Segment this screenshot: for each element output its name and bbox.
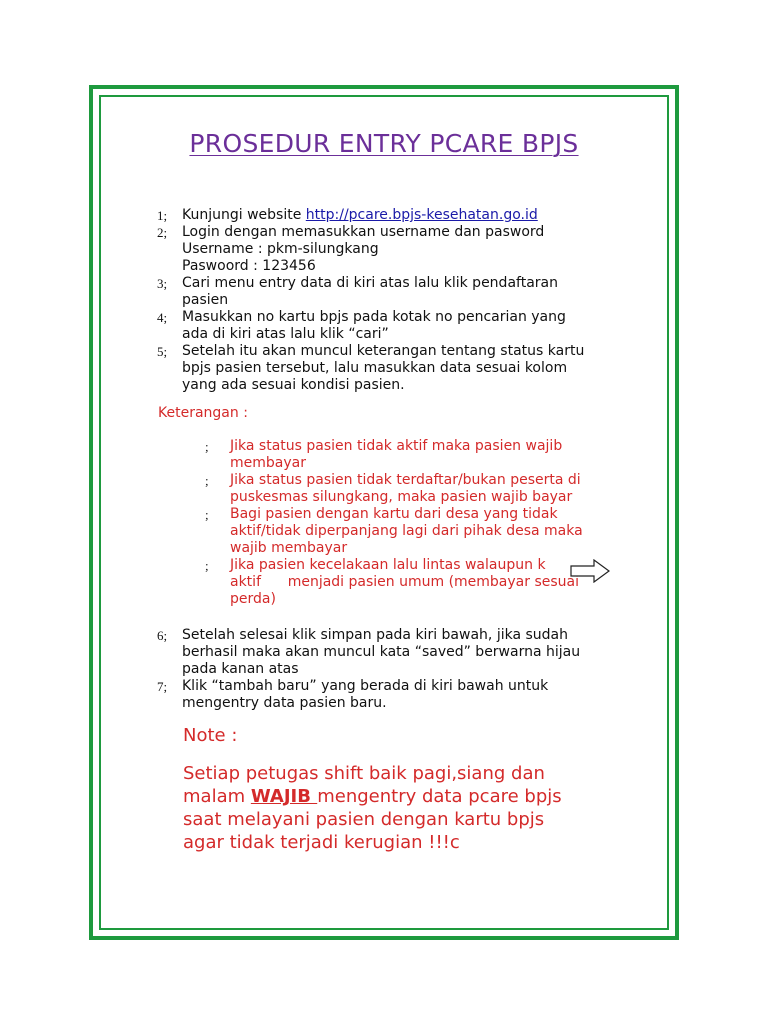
steps-list-top [157,207,627,394]
step-5 [157,343,627,394]
step-text: Masukkan no kartu bpjs pada kotak no pencarian yang ada di kiri atas lalu klik “cari” [182,309,566,342]
step-text: Kunjungi website http://pcare.bpjs-kesehatan.go.id [182,207,538,223]
keterangan-text: Jika pasien kecelakaan lalu lintas walaupun k aktif menjadi pasien umum (membayar sesuai perda) [230,557,580,607]
keterangan-text: Bagi pasien dengan kartu dari desa yang tidak aktif/tidak diperpanjang lagi dari pihak desa maka wajib membayar [230,506,583,556]
pcare-website-link[interactable]: http://pcare.bpjs-kesehatan.go.id [305,207,538,223]
step-number: 4; [157,310,168,325]
page-title: PROSEDUR ENTRY PCARE BPJS [189,129,579,158]
step-6 [157,627,627,678]
step-1 [157,207,627,224]
step-text: Klik “tambah baru” yang berada di kiri bawah untuk mengentry data pasien baru. [182,678,549,711]
step-4 [157,309,627,343]
step-text: Cari menu entry data di kiri atas lalu klik pendaftaran pasien [182,275,558,308]
step-2 [157,224,627,275]
bullet-marker: ; [205,507,209,522]
bullet-marker: ; [205,473,209,488]
bullet-marker: ; [205,439,209,454]
step-text: Setelah selesai klik simpan pada kiri bawah, jika sudah berhasil maka akan muncul kata “saved” berwarna hijau pada kanan atas [182,627,581,677]
keterangan-item [203,438,623,472]
note-line-3: saat melayani pasien dengan kartu bpjs [183,809,545,830]
keterangan-item [203,472,623,506]
step-text: Login dengan memasukkan username dan pasword Username : pkm-silungkang Paswoord : 123456 [182,224,545,274]
right-arrow-icon [570,559,610,583]
keterangan-item [203,506,623,557]
keterangan-label: Keterangan : [158,405,248,421]
note-body [183,762,653,854]
bullet-marker: ; [205,558,209,573]
step-number: 1; [157,208,168,223]
step-number: 7; [157,679,168,694]
note-line-1: Setiap petugas shift baik pagi,siang dan [183,763,545,784]
keterangan-text: Jika status pasien tidak terdaftar/bukan peserta di puskesmas silungkang, maka pasien wajib bayar [230,472,581,505]
keterangan-list [203,438,623,608]
keterangan-item [203,557,623,608]
step-number: 6; [157,628,168,643]
steps-list-bottom [157,627,627,712]
step-number: 3; [157,276,168,291]
note-line-2: malam WAJIB mengentry data pcare bpjs [183,786,562,807]
wajib-emphasis: WAJIB [250,786,318,807]
step-number: 2; [157,225,168,240]
note-line-4: agar tidak terjadi kerugian !!!c [183,832,460,853]
note-label: Note : [183,725,238,746]
step-number: 5; [157,344,168,359]
step-7 [157,678,627,712]
keterangan-text: Jika status pasien tidak aktif maka pasien wajib membayar [230,438,563,471]
step-text: Setelah itu akan muncul keterangan tentang status kartu bpjs pasien tersebut, lalu masukkan data sesuai kolom yang ada sesuai kondisi pasien. [182,343,585,393]
step-3 [157,275,627,309]
